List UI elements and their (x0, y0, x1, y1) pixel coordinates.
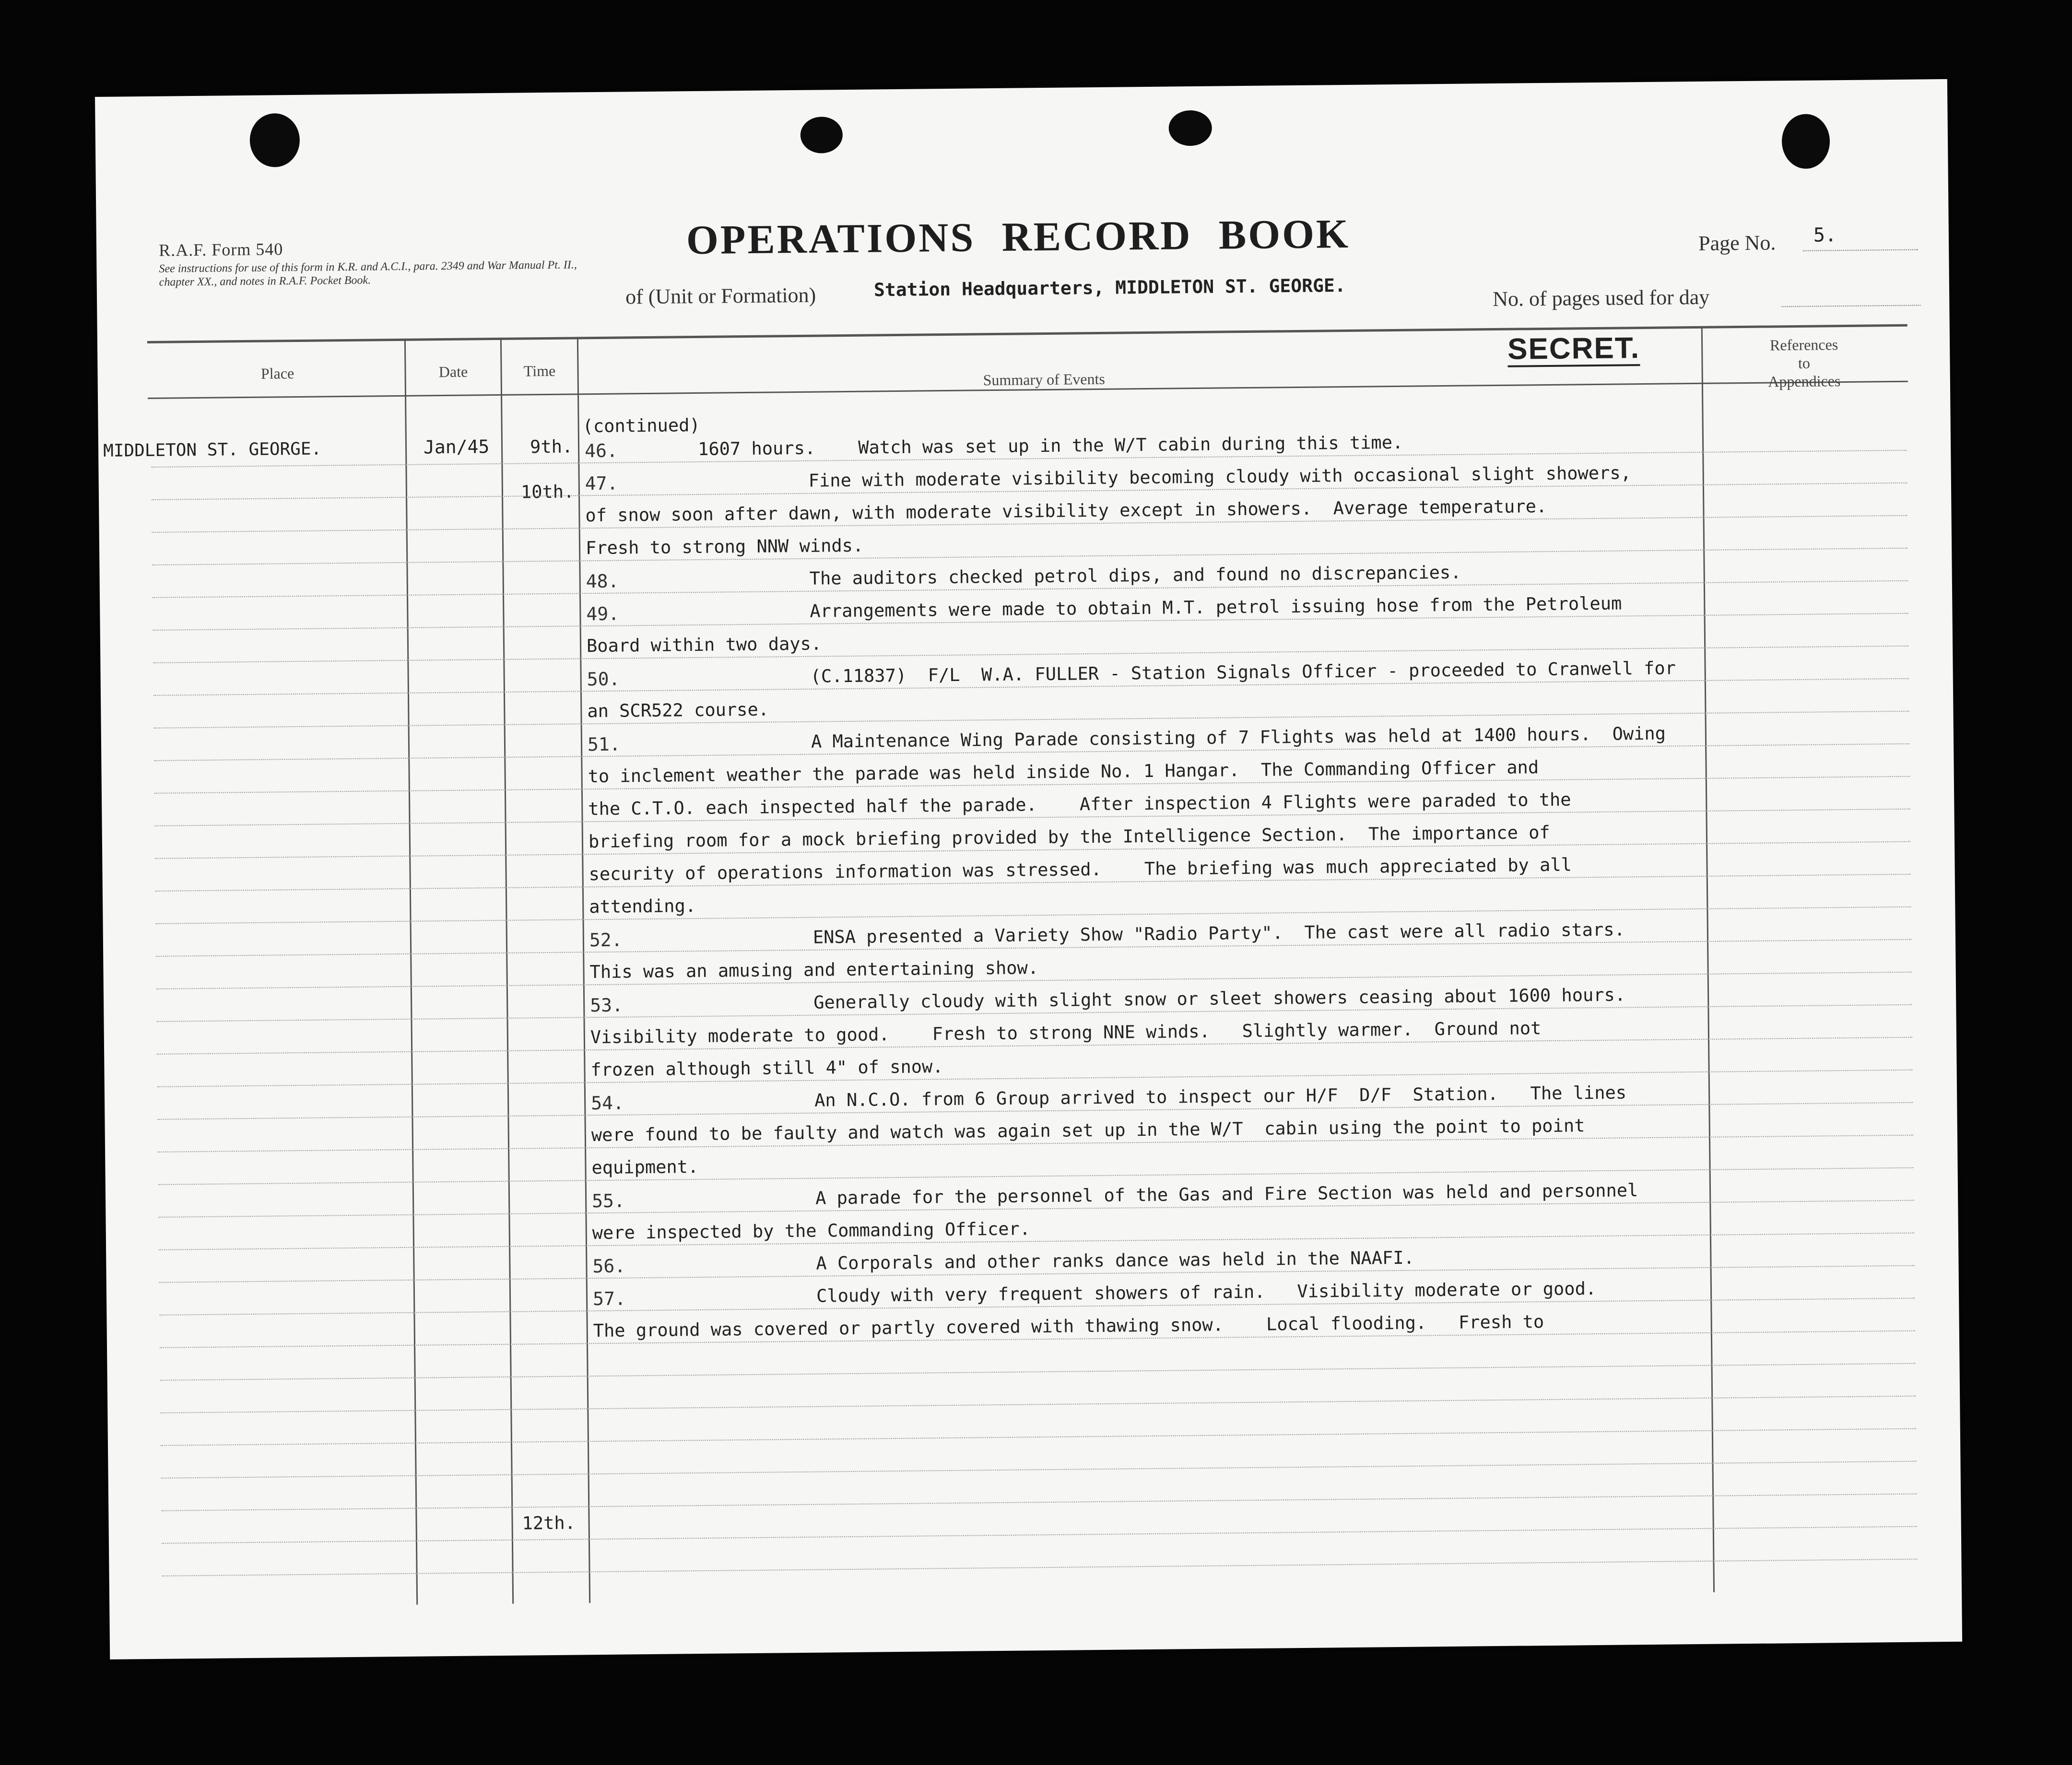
pages-used-line (1781, 305, 1920, 307)
table-top-rule (147, 324, 1907, 343)
entry-line: ENSA presented a Variety Show "Radio Party". The cast were all radio stars. (812, 919, 1625, 948)
entry-line: Visibility moderate to good. Fresh to strong NNE winds. Slightly warmer. Ground not (590, 1018, 1542, 1048)
ruled-line (156, 906, 1911, 924)
classification-stamp: SECRET. (1507, 332, 1640, 367)
entry-line: The auditors checked petrol dips, and found no discrepancies. (809, 562, 1461, 589)
entry-number: 46. (584, 440, 618, 462)
ruled-line (152, 548, 1907, 565)
ruled-line (159, 1233, 1914, 1250)
entry-rows (95, 79, 1947, 97)
entry-line: A Maintenance Wing Parade consisting of 7 Flights was held at 1400 hours. Owing (811, 723, 1666, 752)
entry-line: were inspected by the Commanding Officer. (592, 1218, 1031, 1244)
references-line-2: to (1798, 354, 1811, 372)
punch-hole-left (249, 113, 300, 167)
entry-number: 49. (586, 603, 620, 625)
ruled-line (161, 1461, 1917, 1479)
entry-number: 47. (585, 472, 618, 494)
ruled-line (162, 1559, 1918, 1577)
entry-line: briefing room for a mock briefing provided by the Intelligence Section. The importance of (588, 822, 1550, 852)
time-day-12: 12th. (522, 1512, 576, 1534)
page-number-label: Page No. (1698, 231, 1776, 255)
entry-line: Fresh to strong NNW winds. (585, 535, 864, 559)
entry-number: 57. (592, 1288, 626, 1310)
unit-value: Station Headquarters, MIDDLETON ST. GEORGE. (873, 274, 1346, 301)
time-day-9: 9th. (530, 436, 573, 458)
ruled-line (160, 1363, 1916, 1381)
ruled-line (160, 1396, 1916, 1413)
entry-line: A parade for the personnel of the Gas and Fire Section was held and personnel (815, 1180, 1638, 1209)
punch-hole-center-right (1168, 110, 1212, 146)
ruled-line (158, 1167, 1914, 1185)
entry-line: Cloudy with very frequent showers of rain. Visibility moderate or good. (816, 1278, 1597, 1306)
form-number: R.A.F. Form 540 (158, 239, 283, 260)
references-line-1: References (1769, 336, 1838, 354)
entry-line: 1607 hours. Watch was set up in the W/T cabin during this time. (697, 432, 1403, 459)
entry-number: 50. (587, 668, 620, 690)
entry-line: of snow soon after dawn, with moderate visibility except in showers. Average temperature. (585, 495, 1547, 526)
entry-number: 51. (587, 733, 621, 755)
ruled-line (161, 1428, 1916, 1446)
punch-hole-center-left (800, 117, 843, 153)
entry-line: A Corporals and other ranks dance was held in the NAAFI. (816, 1247, 1415, 1274)
entry-line: An N.C.O. from 6 Group arrived to inspect our H/F D/F Station. The lines (814, 1082, 1627, 1111)
time-day-10: 10th. (520, 481, 575, 503)
pages-used-label: No. of pages used for day (1492, 285, 1710, 311)
entry-line: an SCR522 course. (587, 699, 769, 722)
column-divider-time (577, 337, 590, 1603)
continued-note: (continued) (582, 414, 700, 437)
entry-line: Generally cloudy with slight snow or sleet showers ceasing about 1600 hours. (813, 984, 1626, 1013)
entry-line: Arrangements were made to obtain M.T. petrol issuing hose from the Petroleum (810, 593, 1622, 622)
entry-line: to inclement weather the parade was held inside No. 1 Hangar. The Commanding Officer and (588, 757, 1539, 787)
entry-number: 55. (591, 1190, 625, 1212)
ruled-line (161, 1494, 1917, 1511)
page-number-value: 5. (1813, 224, 1837, 247)
entry-line: This was an amusing and entertaining show. (589, 957, 1039, 983)
page-number-line (1803, 249, 1918, 251)
entry-line: security of operations information was stressed. The briefing was much appreciated by all (589, 854, 1572, 885)
entry-number: 48. (586, 570, 619, 592)
entry-line: Fine with moderate visibility becoming cloudy with occasional slight showers, (808, 462, 1632, 491)
entry-line: The ground was covered or partly covered with thawing snow. Local flooding. Fresh to (593, 1311, 1544, 1341)
form-instructions: See instructions for use of this form in K.R. and A.C.I., para. 2349 and War Manual Pt. II., chapter XX., and notes in R.A.F. Pocket Book. (159, 259, 577, 289)
ruled-line (157, 1070, 1913, 1087)
column-divider-place (404, 339, 418, 1605)
column-header-place: Place (260, 365, 294, 382)
references-line-3: Appendices (1768, 372, 1841, 390)
entry-number: 52. (589, 929, 623, 951)
record-sheet (95, 79, 1962, 1659)
column-header-date: Date (438, 363, 468, 381)
entry-line: attending. (589, 895, 696, 918)
entry-line: Board within two days. (586, 633, 822, 657)
entry-number: 56. (592, 1255, 626, 1277)
column-header-references (1703, 335, 1905, 391)
column-divider-summary (1701, 326, 1715, 1592)
ruled-line (162, 1526, 1917, 1544)
entry-line: equipment. (591, 1156, 699, 1178)
entry-line: frozen although still 4" of snow. (590, 1056, 943, 1081)
entry-line: were found to be faulty and watch was again set up in the W/T cabin using the point to point (591, 1115, 1585, 1146)
date-value: Jan/45 (423, 436, 490, 458)
unit-label: of (Unit or Formation) (625, 283, 816, 309)
column-header-time: Time (523, 362, 556, 380)
entry-line: (C.11837) F/L W.A. FULLER - Station Signals Officer - proceeded to Cranwell for (810, 658, 1676, 687)
entry-number: 54. (590, 1092, 624, 1114)
column-header-summary: Summary of Events (983, 370, 1106, 389)
entry-number: 53. (590, 994, 624, 1016)
column-divider-date (500, 338, 514, 1604)
page-title: OPERATIONS RECORD BOOK (686, 210, 1351, 263)
place-value: MIDDLETON ST. GEORGE. (103, 439, 322, 461)
punch-hole-right (1782, 114, 1830, 169)
entry-line: the C.T.O. each inspected half the parade. After inspection 4 Flights were paraded to the (588, 789, 1571, 820)
